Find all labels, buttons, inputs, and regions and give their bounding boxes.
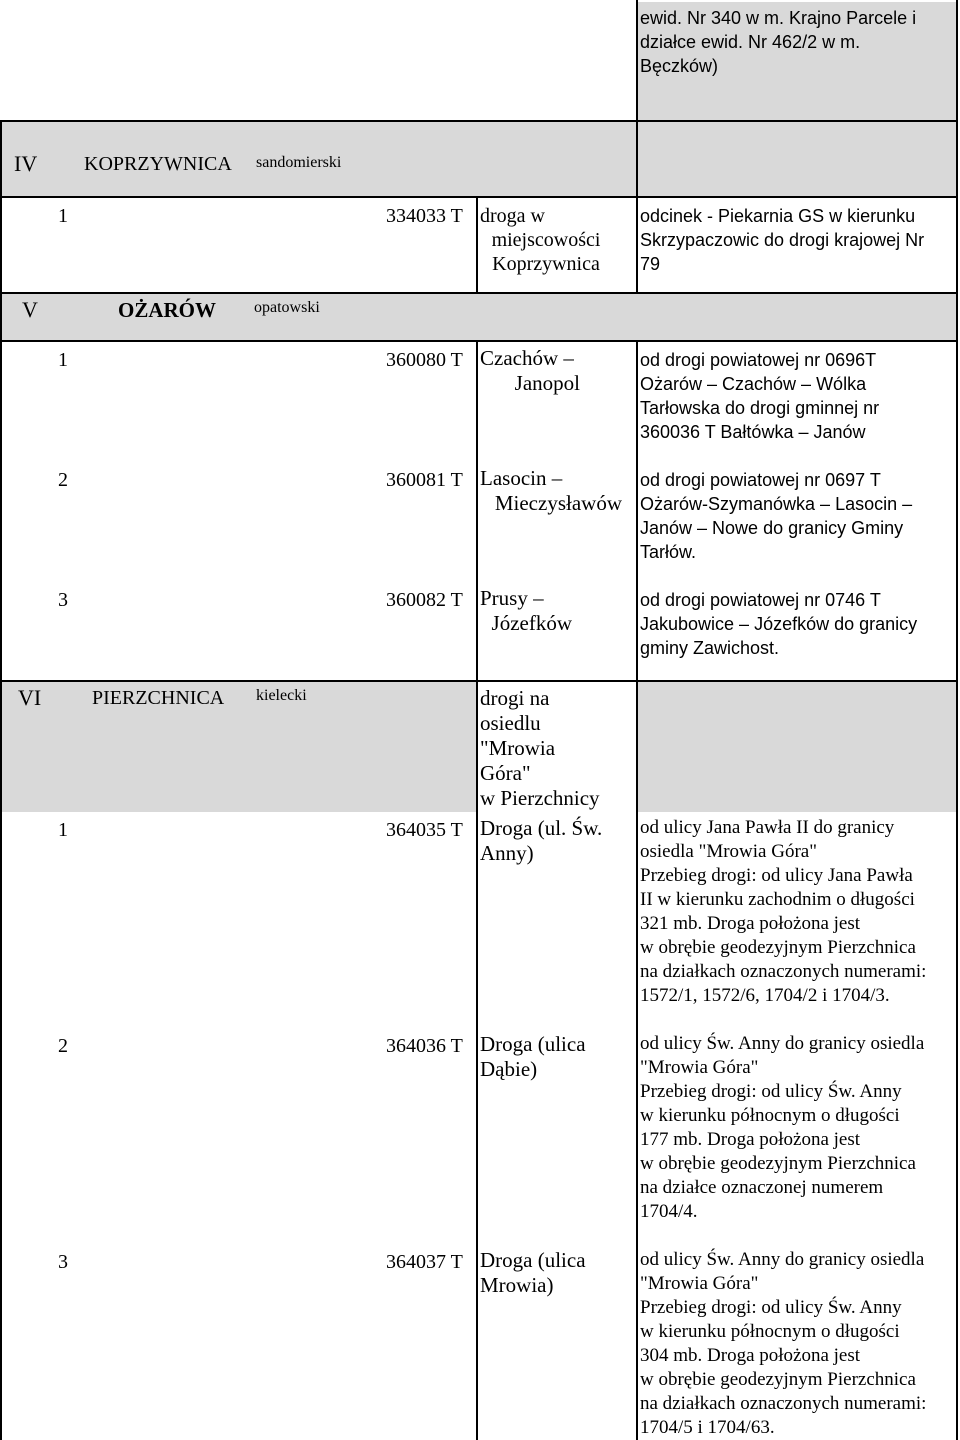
section-number: VI <box>18 685 42 710</box>
note-line: Bęczków) <box>640 56 719 76</box>
road-name: Czachów – Janopol <box>480 346 580 395</box>
row-lp: 1 <box>58 205 68 227</box>
county-name: kielecki <box>256 687 307 704</box>
column-divider <box>476 198 478 294</box>
column-divider <box>476 342 478 1440</box>
road-description: od drogi powiatowej nr 0696T Ożarów – Czachów – Wólka Tarłowska do drogi gminnej nr 360036 T Bałtówka – Janów <box>640 350 880 442</box>
road-name: Lasocin – Mieczysławów <box>480 466 622 515</box>
row-lp: 3 <box>58 589 68 611</box>
row-lp: 1 <box>58 349 68 371</box>
section-header-band <box>2 682 476 812</box>
road-number: 360082 T <box>386 589 463 611</box>
road-description: odcinek - Piekarnia GS w kierunku Skrzypaczowic do drogi krajowej Nr 79 <box>640 206 925 274</box>
road-number: 364036 T <box>386 1035 463 1057</box>
table-border-right <box>956 0 958 1440</box>
road-name: Droga (ulica Mrowia) <box>480 1248 586 1297</box>
road-description: od ulicy Św. Anny do granicy osiedla "Mrowia Góra" Przebieg drogi: od ulicy Św. Anny w kierunku północnym o długości 177 mb. Droga położona jest w obrębie geodezyjnym Pierzchnica na działce oznaczonej numerem 1704/4. <box>640 1033 925 1222</box>
row-divider <box>0 196 958 198</box>
road-description: od drogi powiatowej nr 0697 T Ożarów-Szymanówka – Lasocin – Janów – Nowe do granicy Gminy Tarłów. <box>640 470 913 562</box>
road-name: Prusy – Józefków <box>480 586 572 635</box>
road-number: 360081 T <box>386 469 463 491</box>
row-divider <box>0 292 958 294</box>
row-lp: 2 <box>58 1035 68 1057</box>
county-name: opatowski <box>254 299 320 316</box>
municipality-name: KOPRZYWNICA <box>84 153 232 175</box>
settlement-roads-heading: drogi na osiedlu "Mrowia Góra" w Pierzchnicy <box>480 686 600 810</box>
note-line: ewid. Nr 340 w m. Krajno Parcele i <box>640 8 917 28</box>
table-border-left <box>0 122 2 1440</box>
note-line: działce ewid. Nr 462/2 w m. <box>640 32 861 52</box>
municipality-name: PIERZCHNICA <box>92 687 225 709</box>
section-number: IV <box>14 151 38 176</box>
section-header-band <box>638 682 956 812</box>
row-lp: 3 <box>58 1251 68 1273</box>
column-divider <box>636 342 638 1440</box>
road-description: od ulicy Św. Anny do granicy osiedla "Mrowia Góra" Przebieg drogi: od ulicy Św. Anny w kierunku północnym o długości 304 mb. Droga położona jest w obrębie geodezyjnym Pierzchnica na działkach oznaczonych numerami: 1704/5 i 1704/63. <box>640 1249 927 1438</box>
road-description: od drogi powiatowej nr 0746 T Jakubowice – Józefków do granicy gminy Zawichost. <box>640 590 918 658</box>
row-divider <box>0 680 958 682</box>
road-number: 364037 T <box>386 1251 463 1273</box>
road-name: Droga (ulica Dąbie) <box>480 1032 586 1081</box>
road-number: 360080 T <box>386 349 463 371</box>
column-divider <box>636 0 638 294</box>
road-number: 334033 T <box>386 205 463 227</box>
road-name: droga w miejscowości Koprzywnica <box>480 205 601 275</box>
county-name: sandomierski <box>256 154 342 171</box>
road-description: od ulicy Jana Pawła II do granicy osiedla "Mrowia Góra" Przebieg drogi: od ulicy Jana Pawła II w kierunku zachodnim o długości 321 mb. Droga położona jest w obrębie geodezyjnym Pierzchnica na działkach oznaczonych numerami: 1572/1, 1572/6, 1704/2 i 1704/3. <box>640 817 927 1006</box>
row-lp: 2 <box>58 469 68 491</box>
row-lp: 1 <box>58 819 68 841</box>
road-name: Droga (ul. Św. Anny) <box>480 816 603 865</box>
municipality-name: OŻARÓW <box>118 298 217 322</box>
road-number: 364035 T <box>386 819 463 841</box>
row-divider <box>0 120 958 122</box>
continuation-note <box>640 6 916 78</box>
row-divider <box>0 340 958 342</box>
section-number: V <box>22 297 38 322</box>
